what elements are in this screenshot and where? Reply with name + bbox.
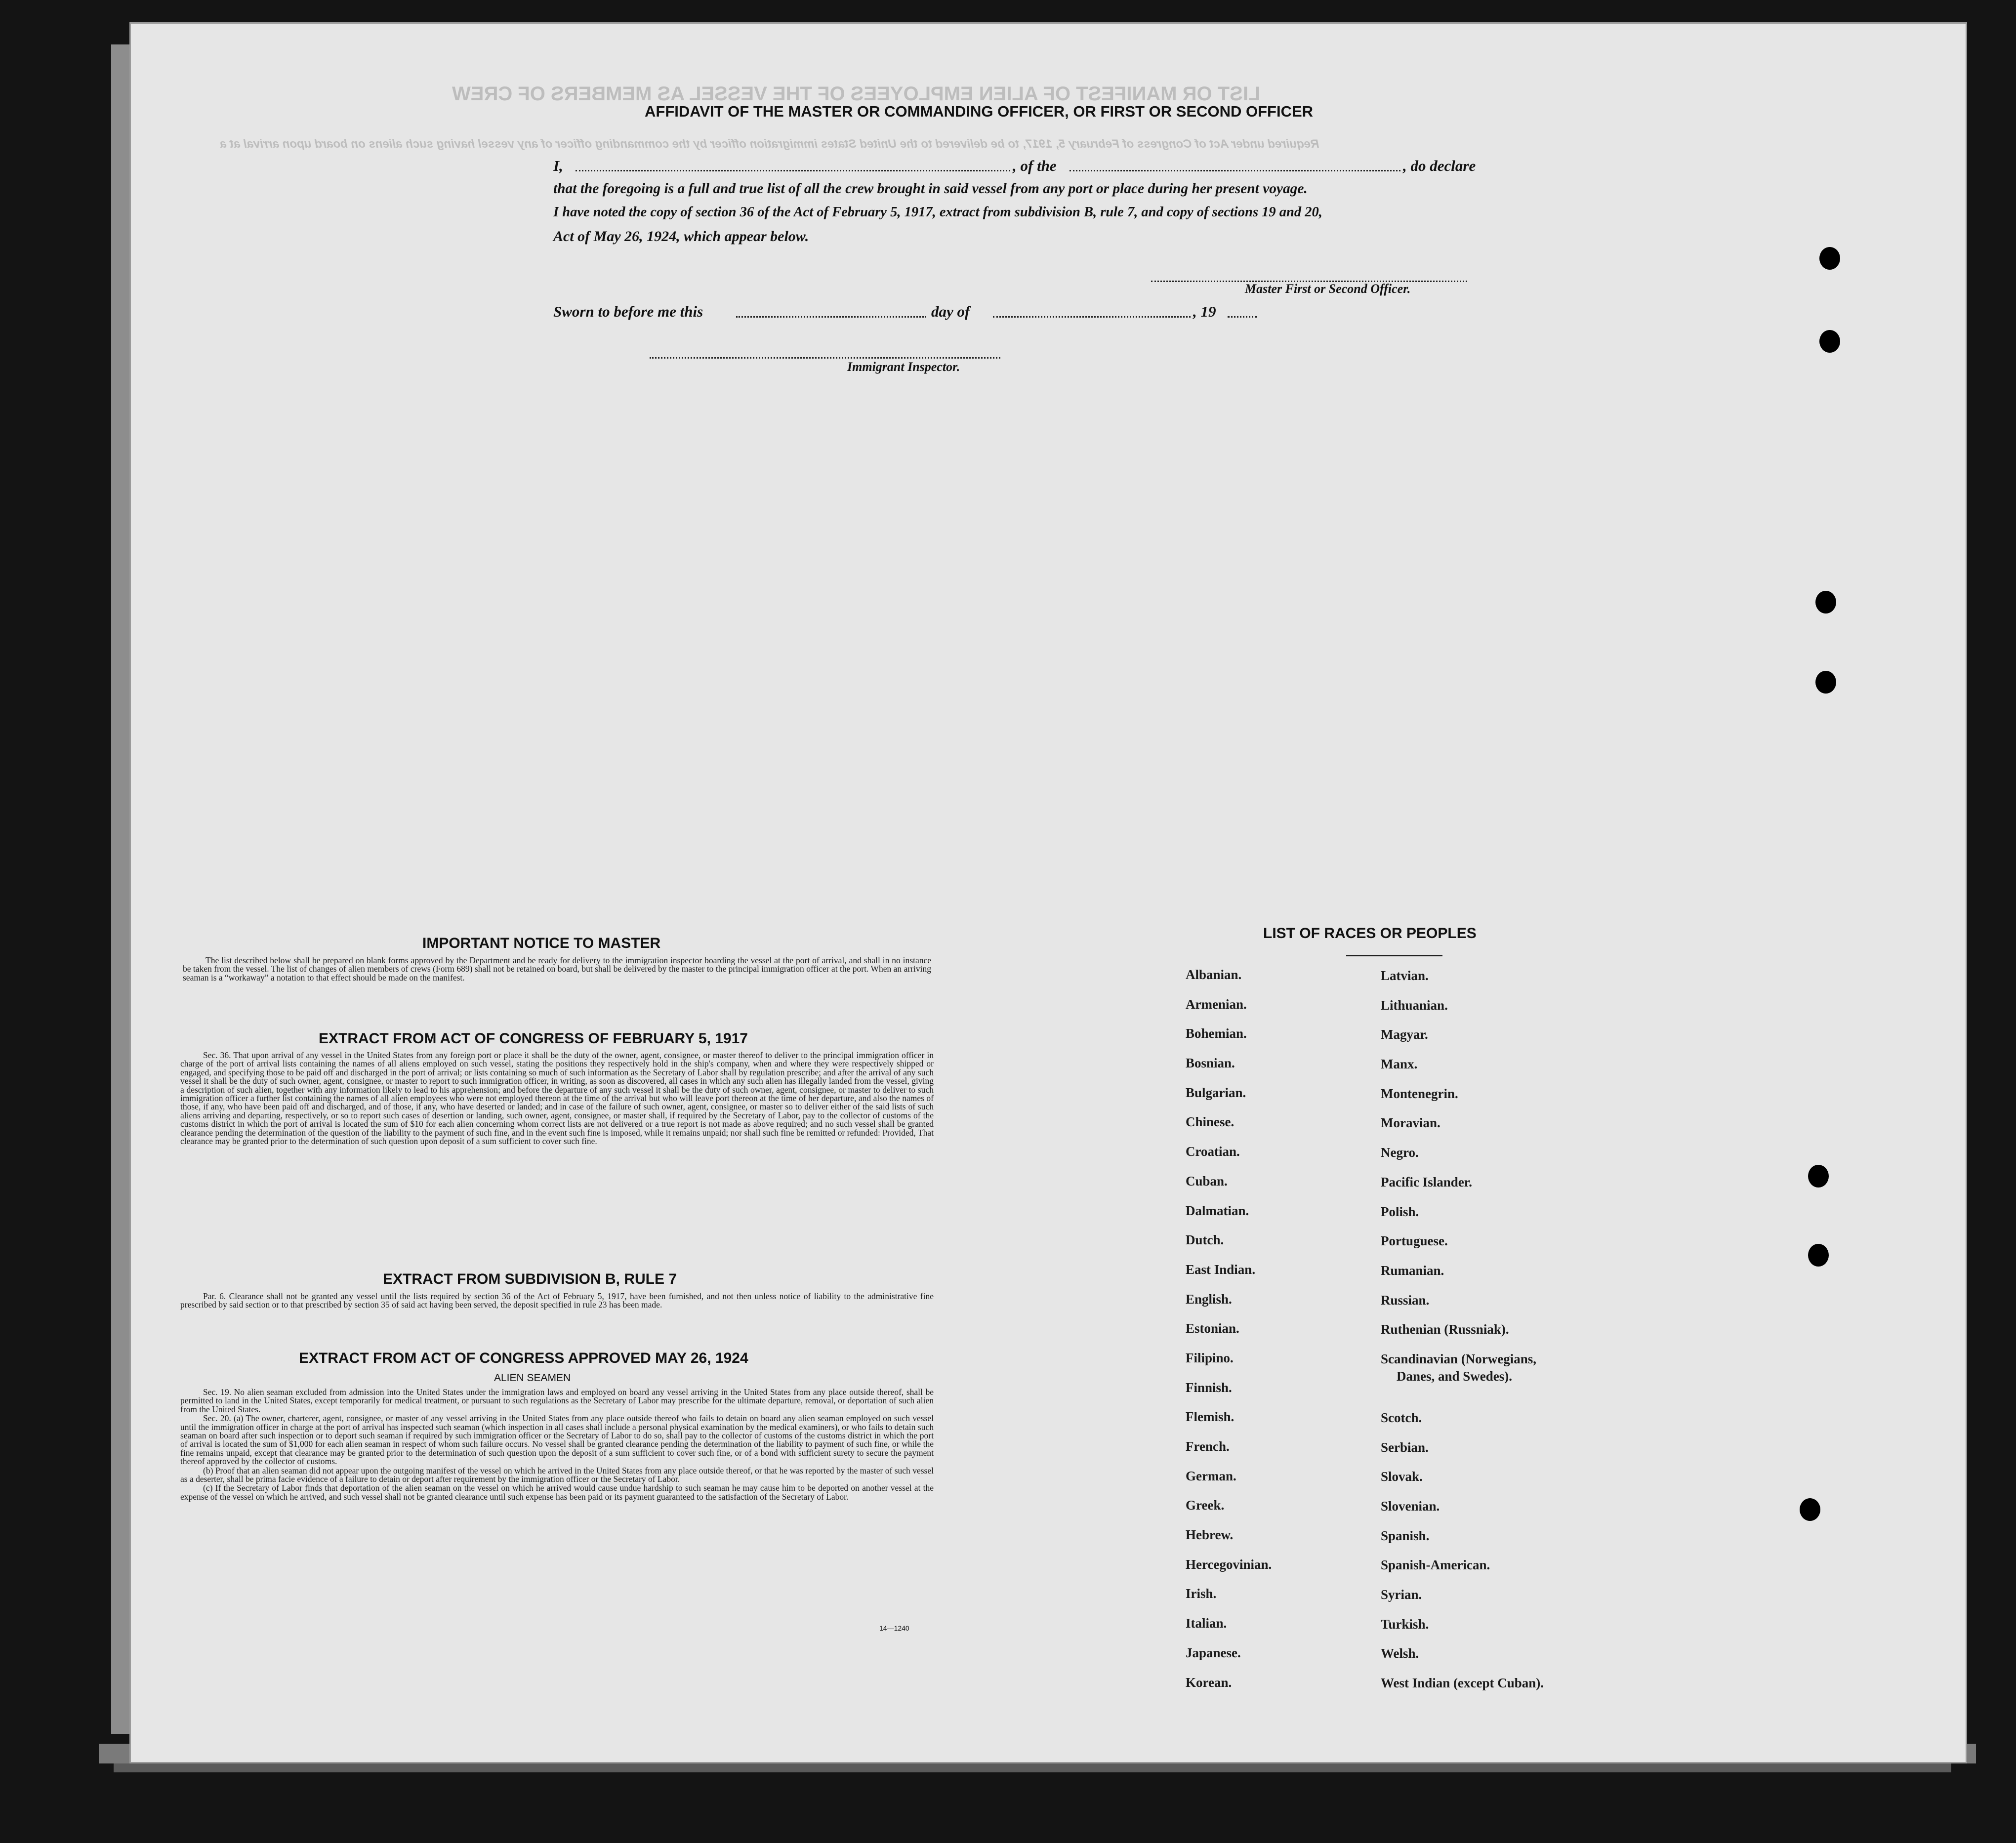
race-item: Slovak. xyxy=(1381,1469,1423,1484)
extract-1917-body: Sec. 36. That upon arrival of any vessel in the United States from any foreign port or place it shall be the duty of the owner, agent, consignee, or master thereof to deliver to the principal immigration officer in charge of the port of arrival lists containing the names of all aliens employed on such vessel, stating the positions they respectively hold in the ship's company, when and where they were respectively shipped or engaged, and specifying those to be paid off and discharged in the port of arrival; or lists containing so much of such information as the Secretary of Labor shall by regulation prescribe; and after the arrival of any such vessel it shall be the duty of such owner, agent, consignee, or master to report to such immigration officer, in writing, as soon as discovered, all cases in which any such alien has illegally landed from the vessel, giving a description of such alien, together with any information likely to lead to his apprehension; and before the departure of any such vessel it shall be the duty of such owner, agent, consignee, or master to deliver to such immigration officer a further list containing the names of all alien employees who were not employed thereon at the time of the arrival but who will leave port thereon at the time of her departure, and also the names of those, if any, who have been paid off and discharged, and of those, if any, who have deserted or landed; and in case of the failure of such owner, agent, consignee, or master so to deliver either of the said lists of such aliens arriving and departing, respectively, or so to report such cases of desertion or landing, such owner, agent, consignee, or master shall, if required by the Secretary of Labor, pay to the collector of customs of the customs district in which the port of arrival is located the sum of $10 for each alien concerning whom correct lists are not delivered or a true report is not made as above required; and no such vessel shall be granted clearance pending the determination of the question of the liability to the payment of such fine, and in the event such fine is imposed, while it remains unpaid; nor shall such fine be remitted or refunded: Provided, That clearance may be granted prior to the determination of such question upon deposit of a sum sufficient to cover such fine. xyxy=(180,1050,934,1147)
race-item: Lithuanian. xyxy=(1381,997,1448,1013)
bleed-through-subheader: Required under Act of Congress of February 5, 1917, to be delivered to the United States immigration officer by the commanding officer of any vessel having such aliens on board upon arrival at a xyxy=(220,137,1319,151)
race-item: Portuguese. xyxy=(1381,1233,1448,1249)
race-item: Japanese. xyxy=(1186,1645,1241,1660)
race-item: Croatian. xyxy=(1186,1144,1240,1159)
extract-1924-subtitle: ALIEN SEAMEN xyxy=(494,1372,571,1384)
notice-body: The list described below shall be prepared on blank forms approved by the Department and be ready for delivery to the immigration inspector boarding the vessel at the port of arrival, and shall in no instance be taken from the vessel. The list of changes of alien members of crews (Form 689) shall not be retained on board, but shall be delivered by the master to the principal immigration officer at the port. When an arriving seaman is a “workaway” a notation to that effect should be made on the manifest. xyxy=(183,955,931,983)
race-item: Turkish. xyxy=(1381,1616,1429,1632)
race-item: Flemish. xyxy=(1186,1409,1234,1425)
year-label: , 19 xyxy=(1193,303,1216,320)
races-title-rule xyxy=(1346,955,1442,956)
binder-hole xyxy=(1819,330,1840,353)
races-right-column xyxy=(1381,968,1588,1705)
sworn-year-field[interactable] xyxy=(1228,316,1257,318)
race-item: Finnish. xyxy=(1186,1380,1232,1395)
binder-hole xyxy=(1808,1165,1829,1188)
race-item: Dutch. xyxy=(1186,1232,1224,1248)
form-number: 14—1240 xyxy=(879,1624,909,1632)
races-title: LIST OF RACES OR PEOPLES xyxy=(1263,925,1477,942)
affidavit-line-4: Act of May 26, 1924, which appear below. xyxy=(553,228,809,245)
race-item: Albanian. xyxy=(1186,967,1242,982)
day-of-label: day of xyxy=(931,303,970,320)
affidavit-line-2: that the foregoing is a full and true list of all the crew brought in said vessel from any port or place during her present voyage. xyxy=(553,181,1308,197)
race-item: German. xyxy=(1186,1468,1236,1483)
race-item: West Indian (except Cuban). xyxy=(1381,1676,1544,1691)
page-stack-edge-lower xyxy=(114,1763,1951,1772)
rule7-body: Par. 6. Clearance shall not be granted any vessel until the lists required by section 36 of the Act of February 5, 1917, have been furnished, and not then unless notice of liability to the administrative fine prescribed by said section or to that prescribed by section 35 of said act having been served, the deposit specified in rule 23 has been made. xyxy=(180,1291,934,1310)
race-item: Russian. xyxy=(1381,1292,1430,1308)
master-signature-label: Master First or Second Officer. xyxy=(1245,282,1411,296)
race-item: Manx. xyxy=(1381,1057,1418,1072)
race-item: Italian. xyxy=(1186,1616,1227,1631)
race-item: Danes, and Swedes). xyxy=(1397,1368,1513,1384)
race-item: Negro. xyxy=(1381,1145,1419,1160)
race-item: Bulgarian. xyxy=(1186,1085,1246,1100)
race-item: Greek. xyxy=(1186,1498,1225,1513)
binder-edge xyxy=(111,44,131,1734)
race-item: Scotch. xyxy=(1381,1410,1422,1425)
inspector-signature-line[interactable] xyxy=(650,357,1000,359)
race-item: Hercegovinian. xyxy=(1186,1556,1272,1572)
extract-1917-title: EXTRACT FROM ACT OF CONGRESS OF FEBRUARY 5, 1917 xyxy=(319,1030,748,1047)
race-item: Spanish. xyxy=(1381,1528,1430,1543)
sworn-month-field[interactable] xyxy=(993,316,1191,318)
race-item: French. xyxy=(1186,1439,1230,1454)
race-item: English. xyxy=(1186,1291,1232,1307)
race-item: Serbian. xyxy=(1381,1439,1429,1455)
race-item: Chinese. xyxy=(1186,1114,1234,1130)
race-item: Filipino. xyxy=(1186,1350,1234,1365)
race-item: Ruthenian (Russniak). xyxy=(1381,1322,1509,1337)
manifest-page xyxy=(129,22,1967,1763)
race-item: Pacific Islander. xyxy=(1381,1174,1472,1189)
race-item: Polish. xyxy=(1381,1204,1419,1219)
affidavit-line-3: I have noted the copy of section 36 of the Act of February 5, 1917, extract from subdivision B, rule 7, and copy of sections 19 and 20, xyxy=(553,205,1322,220)
do-declare-label: , do declare xyxy=(1403,157,1476,174)
vessel-field[interactable] xyxy=(1070,170,1400,171)
rule7-title: EXTRACT FROM SUBDIVISION B, RULE 7 xyxy=(383,1271,677,1287)
race-item: Dalmatian. xyxy=(1186,1203,1249,1218)
sworn-label: Sworn to before me this xyxy=(553,303,703,320)
race-item: East Indian. xyxy=(1186,1262,1256,1277)
race-item: Latvian. xyxy=(1381,968,1429,983)
binder-hole xyxy=(1808,1244,1829,1267)
race-item: Korean. xyxy=(1186,1675,1232,1690)
race-item: Spanish-American. xyxy=(1381,1557,1490,1573)
binder-hole xyxy=(1815,591,1836,614)
extract-1924-title: EXTRACT FROM ACT OF CONGRESS APPROVED MAY 26, 1924 xyxy=(299,1350,748,1366)
race-item: Estonian. xyxy=(1186,1321,1239,1336)
notice-title: IMPORTANT NOTICE TO MASTER xyxy=(422,935,661,951)
of-the-label: , of the xyxy=(1013,157,1057,174)
inspector-signature-label: Immigrant Inspector. xyxy=(847,360,960,374)
binder-hole xyxy=(1819,247,1840,270)
bleed-through-header: LIST OR MANIFEST OF ALIEN EMPLOYEES OF THE VESSEL AS MEMBERS OF CREW xyxy=(452,83,1261,105)
extract-1924-body: Sec. 19. No alien seaman excluded from admission into the United States under the immigration laws and employed on board any vessel arriving in the United States from any place outside thereof, shall be permitted to land in the United States, except temporarily for medical treatment, or pursuant to such regulations as the Secretary of Labor may prescribe for the ultimate departure, removal, or deportation of such alien from the United States. Sec. 20. (a) The owner, charterer, agent, consignee, or master of any vessel arriving in the United States from any place outside thereof who fails to detain on board any alien seaman employed on such vessel until the immigration officer in charge at the port of arrival has inspected such seaman (which inspection in all cases shall include a personal physical examination by the medical examiners), or who fails to detain such seaman on board after such inspection or to deport such seaman if required by such immigration officer or the Secretary of Labor to do so, shall pay to the collector of customs of the customs district in which the port of arrival is located the sum of $1,000 for each alien seaman in respect of whom such failure occurs. No vessel shall be granted clearance pending the determination of the liability to payment of such fine, or while the fine remains unpaid, except that clearance may be granted prior to the determination of such question upon the deposit of a sum sufficient to cover such fine, or of a bond with sufficient surety to secure the payment thereof approved by the collector of customs. (b) Proof that an alien seaman did not appear upon the outgoing manifest of the vessel on which he arrived in the United States from any place outside thereof, or that he was reported by the master of such vessel as a deserter, shall be prima facie evidence of a failure to detain or deport after requirement by the immigration officer or the Secretary of Labor. (c) If the Secretary of Labor finds that deportation of the alien seaman on the vessel on which he arrived would cause undue hardship to such seaman he may cause him to be deported on another vessel at the expense of the vessel on which he arrived, and such vessel shall not be granted clearance until such expense has been paid or its payment guaranteed to the satisfaction of the Secretary of Labor. xyxy=(180,1387,934,1502)
race-item: Cuban. xyxy=(1186,1173,1228,1188)
race-item: Armenian. xyxy=(1186,996,1247,1012)
race-item: Slovenian. xyxy=(1381,1499,1440,1514)
affidavit-line-1: I, xyxy=(553,157,563,174)
race-item: Bosnian. xyxy=(1186,1056,1235,1071)
binder-hole xyxy=(1800,1498,1820,1521)
sworn-day-field[interactable] xyxy=(736,316,926,318)
race-item: Irish. xyxy=(1186,1586,1217,1601)
binder-hole xyxy=(1815,671,1836,694)
race-item: Moravian. xyxy=(1381,1115,1440,1131)
race-item: Bohemian. xyxy=(1186,1026,1247,1041)
race-item: Montenegrin. xyxy=(1381,1086,1458,1101)
race-item: Hebrew. xyxy=(1186,1527,1234,1543)
affidavit-title: AFFIDAVIT OF THE MASTER OR COMMANDING OFFICER, OR FIRST OR SECOND OFFICER xyxy=(645,103,1314,120)
races-left-column xyxy=(1186,967,1349,1704)
race-item: Magyar. xyxy=(1381,1027,1428,1042)
race-item: Syrian. xyxy=(1381,1587,1422,1602)
race-item: Rumanian. xyxy=(1381,1263,1444,1278)
race-item: Scandinavian (Norwegians, xyxy=(1381,1351,1537,1366)
name-field[interactable] xyxy=(576,170,1010,171)
race-item: Welsh. xyxy=(1381,1646,1419,1661)
